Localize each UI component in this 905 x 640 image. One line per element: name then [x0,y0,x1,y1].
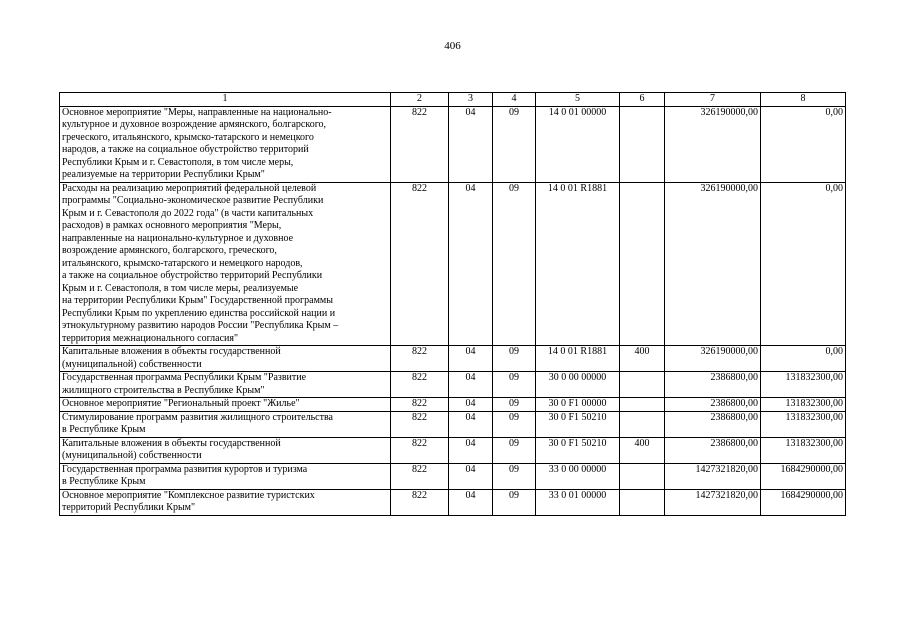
amount-col8: 1684290000,00 [761,489,846,515]
subsection-code: 09 [493,372,536,398]
target-article-code: 14 0 01 R1881 [536,346,620,372]
target-article-code: 14 0 01 R1881 [536,182,620,346]
header-cell-6: 6 [620,93,665,107]
target-article-code: 30 0 00 00000 [536,372,620,398]
row-name: Государственная программа Республики Крым "Развитие жилищного строительства в Республике Крым" [60,372,391,398]
section-code: 04 [449,411,493,437]
subsection-code: 09 [493,489,536,515]
section-code: 04 [449,372,493,398]
row-name: Расходы на реализацию мероприятий федеральной целевой программы "Социально-экономическое развитие Республики Крым и г. Севастополя до 2022 года" (в части капитальных расходов) в рамках основного мероприятия "Меры, направленные на национально-культурное и духовное возрождение армянского, болгарского, греческого, итальянского, крымско-татарского и немецкого народов, а также на социальное обустройство территорий Республики Крым и г. Севастополя, в том числе меры, реализуемые на территории Республики Крым" Государственной программы Республики Крым по укреплению единства российской нации и этнокультурному развитию народов России "Республика Крым – территория межнационального согласия" [60,182,391,346]
ministry-code: 822 [391,346,449,372]
target-article-code: 14 0 01 00000 [536,106,620,182]
ministry-code: 822 [391,372,449,398]
subsection-code: 09 [493,346,536,372]
expense-type-code [620,372,665,398]
amount-col7: 2386800,00 [665,411,761,437]
table-row [60,346,846,372]
section-code: 04 [449,346,493,372]
subsection-code: 09 [493,182,536,346]
ministry-code: 822 [391,463,449,489]
amount-col7: 326190000,00 [665,106,761,182]
subsection-code: 09 [493,106,536,182]
amount-col8: 0,00 [761,106,846,182]
page-number: 406 [444,40,461,52]
expense-type-code [620,398,665,412]
expense-type-code [620,489,665,515]
section-code: 04 [449,398,493,412]
expense-type-code [620,411,665,437]
table-row [60,489,846,515]
row-name: Основное мероприятие "Комплексное развитие туристских территорий Республики Крым" [60,489,391,515]
amount-col8: 131832300,00 [761,411,846,437]
target-article-code: 30 0 F1 00000 [536,398,620,412]
target-article-code: 33 0 01 00000 [536,489,620,515]
amount-col8: 131832300,00 [761,372,846,398]
amount-col7: 2386800,00 [665,372,761,398]
ministry-code: 822 [391,182,449,346]
subsection-code: 09 [493,437,536,463]
table-row [60,372,846,398]
ministry-code: 822 [391,411,449,437]
header-cell-8: 8 [761,93,846,107]
header-cell-7: 7 [665,93,761,107]
table-row [60,411,846,437]
row-name: Государственная программа развития курортов и туризма в Республике Крым [60,463,391,489]
amount-col7: 326190000,00 [665,346,761,372]
section-code: 04 [449,106,493,182]
amount-col8: 131832300,00 [761,437,846,463]
amount-col7: 1427321820,00 [665,489,761,515]
amount-col7: 2386800,00 [665,398,761,412]
header-row [60,93,846,107]
section-code: 04 [449,463,493,489]
row-name: Стимулирование программ развития жилищного строительства в Республике Крым [60,411,391,437]
section-code: 04 [449,437,493,463]
amount-col8: 1684290000,00 [761,463,846,489]
target-article-code: 30 0 F1 50210 [536,411,620,437]
table-row [60,437,846,463]
table-row [60,106,846,182]
row-name: Основное мероприятие "Меры, направленные на национально- культурное и духовное возрождение армянского, болгарского, греческого, итальянского, крымско-татарского и немецкого народов, а также на социальное обустройство территорий Республики Крым и г. Севастополя, в том числе меры, реализуемые на территории Республики Крым" [60,106,391,182]
section-code: 04 [449,489,493,515]
expense-type-code: 400 [620,437,665,463]
subsection-code: 09 [493,411,536,437]
section-code: 04 [449,182,493,346]
header-cell-1: 1 [60,93,391,107]
target-article-code: 30 0 F1 50210 [536,437,620,463]
row-name: Капитальные вложения в объекты государственной (муниципальной) собственности [60,437,391,463]
amount-col7: 1427321820,00 [665,463,761,489]
table-row [60,182,846,346]
ministry-code: 822 [391,398,449,412]
expense-type-code [620,463,665,489]
ministry-code: 822 [391,437,449,463]
budget-table [59,92,846,516]
amount-col7: 2386800,00 [665,437,761,463]
ministry-code: 822 [391,489,449,515]
header-cell-4: 4 [493,93,536,107]
expense-type-code [620,182,665,346]
header-cell-5: 5 [536,93,620,107]
table-row [60,463,846,489]
amount-col8: 0,00 [761,346,846,372]
amount-col8: 0,00 [761,182,846,346]
amount-col7: 326190000,00 [665,182,761,346]
subsection-code: 09 [493,463,536,489]
subsection-code: 09 [493,398,536,412]
target-article-code: 33 0 00 00000 [536,463,620,489]
amount-col8: 131832300,00 [761,398,846,412]
row-name: Основное мероприятие "Региональный проект "Жилье" [60,398,391,412]
row-name: Капитальные вложения в объекты государственной (муниципальной) собственности [60,346,391,372]
expense-type-code: 400 [620,346,665,372]
header-cell-2: 2 [391,93,449,107]
table-row [60,398,846,412]
header-cell-3: 3 [449,93,493,107]
expense-type-code [620,106,665,182]
ministry-code: 822 [391,106,449,182]
